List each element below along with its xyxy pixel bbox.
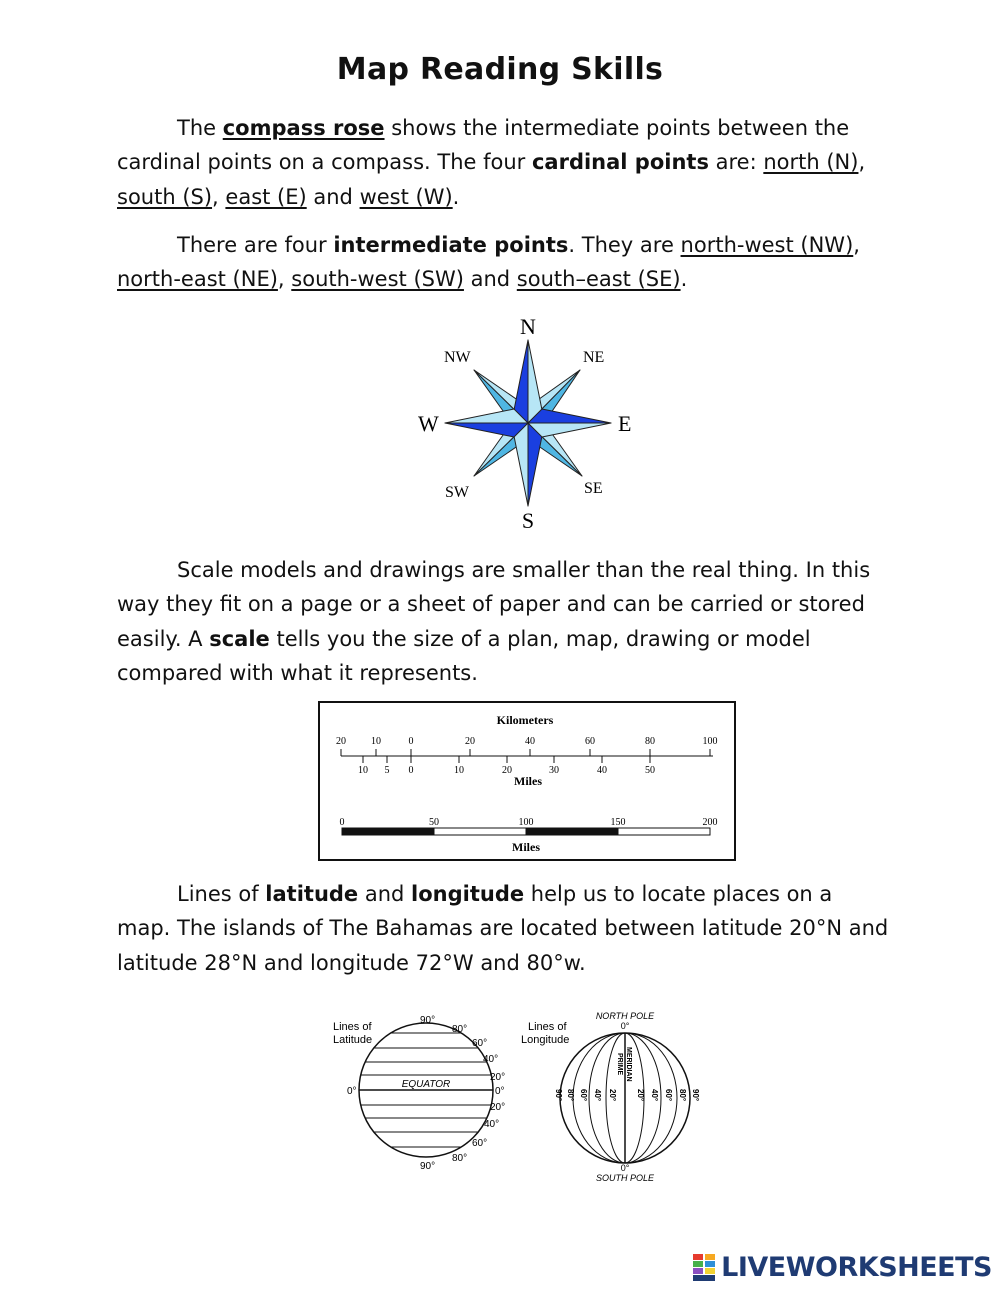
term-west: west (W) [359, 184, 453, 209]
term-compass-rose: compass rose [222, 116, 385, 140]
latitude-right-label: 0° [495, 1086, 505, 1097]
longitude-degree-label: 40° [650, 1089, 659, 1102]
label-sw: SW [445, 484, 469, 501]
longitude-globe [521, 1011, 700, 1183]
mile-tick: 50 [645, 765, 655, 776]
term-south-west: south-west (SW) [291, 267, 464, 292]
south-pole-label: SOUTH POLE [595, 1173, 655, 1183]
km-title: Kilometers [496, 713, 554, 727]
mile-tick: 40 [597, 765, 607, 776]
bar-scale [342, 828, 710, 835]
term-latitude: latitude [265, 882, 359, 906]
term-longitude: longitude [411, 882, 525, 906]
label-se: SE [584, 480, 603, 497]
latitude-bottom: 90° [420, 1161, 436, 1172]
mile-tick: 20 [502, 765, 512, 776]
latitude-right-label: 20° [490, 1102, 506, 1113]
miles-label-bottom: Miles [512, 840, 540, 854]
longitude-top-zero: 0° [620, 1021, 630, 1031]
miles-label-top: Miles [514, 774, 542, 788]
longitude-degree-label: 20° [636, 1089, 645, 1102]
scale-bar-figure [318, 701, 736, 862]
term-south-east: south–east (SE) [516, 267, 681, 292]
latitude-right-label: 40° [484, 1119, 500, 1130]
km-tick: 100 [702, 736, 718, 747]
liveworksheets-logo [693, 1252, 992, 1283]
mile-tick: 0 [408, 765, 414, 776]
scale-paragraph: Scale models and drawings are smaller than the real thing. In this way they fit on a page or a sheet of paper and can be carried or stored easily. A scale tells you the size of a plan, map, drawing or model compared with what it represents. [117, 558, 871, 685]
bar-tick: 200 [702, 817, 718, 828]
km-tick: 10 [371, 736, 381, 747]
mile-tick: 10 [358, 765, 368, 776]
longitude-degree-label: 60° [664, 1089, 673, 1102]
km-tick: 20 [336, 736, 346, 747]
latitude-longitude-diagrams [328, 1005, 708, 1190]
liveworksheets-logo-icon [693, 1254, 715, 1282]
term-cardinal-points: cardinal points [531, 150, 709, 175]
compass-rose-paragraph: The compass rose shows the intermediate points between the cardinal points on a compass. The four cardinal points are: north (N), south (S), east (E) and west (W). [117, 116, 866, 209]
mile-tick: 30 [549, 765, 559, 776]
latitude-caption-line1: Lines of [333, 1021, 372, 1033]
latitude-right-label: 20° [490, 1072, 506, 1083]
longitude-bottom-zero: 0° [620, 1163, 630, 1173]
longitude-caption-line1: Lines of [528, 1021, 567, 1033]
prime-meridian-label: PRIME [616, 1053, 623, 1076]
mile-tick: 10 [454, 765, 464, 776]
km-tick: 20 [465, 736, 475, 747]
term-north-east: north-east (NE) [117, 267, 278, 292]
liveworksheets-logo-text: LIVEWORKSHEETS [721, 1252, 992, 1283]
longitude-degree-label: 80° [566, 1089, 575, 1102]
term-east: east (E) [225, 184, 307, 209]
latitude-left-zero: 0° [347, 1086, 357, 1097]
bar-tick: 100 [518, 817, 534, 828]
longitude-degree-label: 80° [678, 1089, 687, 1102]
latitude-right-label: 60° [472, 1038, 488, 1049]
longitude-degree-label: 90° [691, 1089, 700, 1102]
bar-tick: 50 [429, 817, 439, 828]
equator-label: EQUATOR [401, 1079, 451, 1090]
bar-tick: 0 [339, 817, 345, 828]
label-nw: NW [444, 349, 471, 366]
latitude-top: 90° [420, 1015, 436, 1026]
longitude-degree-label: 40° [593, 1089, 602, 1102]
label-w: W [418, 411, 439, 436]
latitude-caption-line2: Latitude [333, 1034, 373, 1046]
latitude-globe [333, 1015, 505, 1172]
term-north: north (N) [763, 150, 859, 175]
term-scale: scale [209, 626, 270, 651]
north-pole-label: NORTH POLE [595, 1011, 655, 1021]
km-tick: 0 [408, 736, 414, 747]
latitude-longitude-paragraph: Lines of latitude and longitude help us to locate places on a map. The islands of The Bahamas are located between latitude 20°N and latitude 28°N and longitude 72°W and 80°w. [117, 882, 889, 975]
label-s: S [521, 508, 535, 533]
intermediate-points-paragraph: There are four intermediate points. They are north-west (NW), north-east (NE), south-west (SW) and south–east (SE). [117, 233, 860, 292]
label-e: E [618, 411, 632, 436]
bar-tick: 150 [610, 817, 626, 828]
latitude-right-label: 60° [472, 1138, 488, 1149]
page-title: Map Reading Skills [336, 52, 664, 87]
latitude-right-label: 80° [452, 1153, 468, 1164]
km-tick: 40 [525, 736, 535, 747]
term-south: south (S) [117, 184, 213, 209]
prime-meridian-label: MERIDIAN [625, 1047, 632, 1082]
label-n: N [520, 314, 536, 339]
term-intermediate-points: intermediate points [333, 233, 569, 257]
longitude-degree-label: 20° [608, 1089, 617, 1102]
longitude-caption-line2: Longitude [521, 1034, 570, 1046]
latitude-right-label: 80° [452, 1024, 468, 1035]
km-tick: 80 [645, 736, 655, 747]
label-ne: NE [583, 349, 605, 366]
km-tick: 60 [585, 736, 595, 747]
term-north-west: north-west (NW) [680, 233, 854, 257]
longitude-degree-label: 90° [554, 1089, 563, 1102]
latitude-right-label: 40° [483, 1054, 499, 1065]
compass-rose-diagram [410, 310, 650, 540]
mile-tick: 5 [384, 765, 390, 776]
longitude-degree-label: 60° [579, 1089, 588, 1102]
